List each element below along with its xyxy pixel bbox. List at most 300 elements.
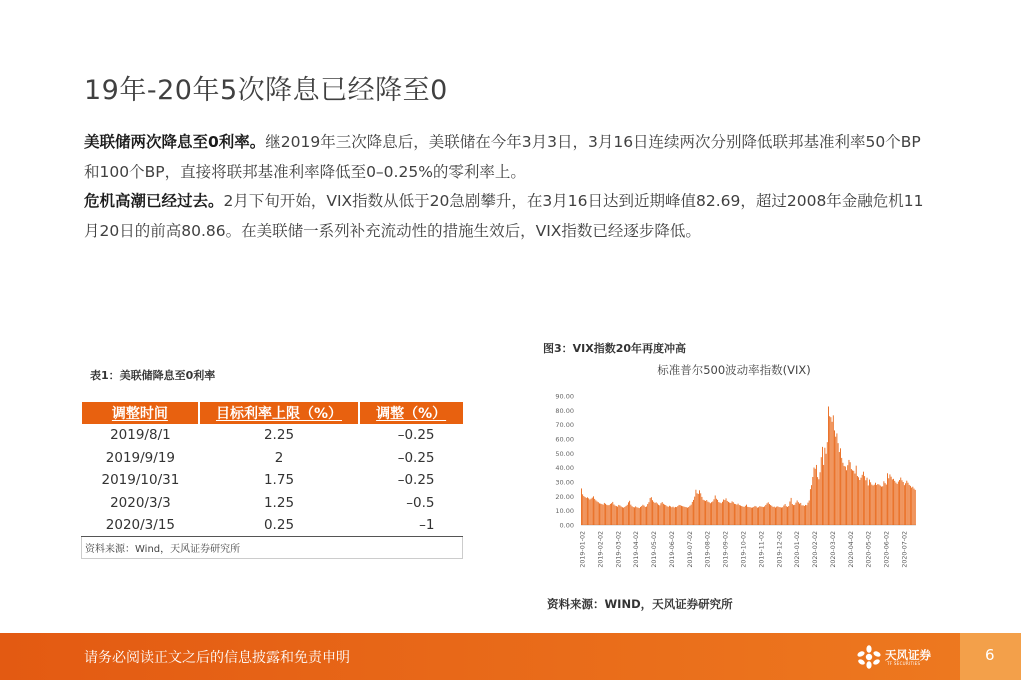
vix-bar: [648, 502, 649, 525]
vix-bar: [703, 500, 704, 525]
vix-bar: [823, 465, 824, 525]
vix-bar: [844, 466, 845, 525]
vix-bar: [610, 504, 611, 525]
vix-bar: [740, 506, 741, 525]
x-tick-label: 2020-07-02: [901, 531, 909, 568]
vix-chart-svg: [538, 356, 930, 584]
vix-bar: [611, 503, 612, 525]
vix-bar: [646, 507, 647, 525]
vix-bar: [881, 487, 882, 525]
vix-bar: [859, 480, 860, 525]
vix-bar: [633, 507, 634, 525]
vix-bar: [618, 505, 619, 525]
vix-bar: [797, 500, 798, 525]
vix-bar: [700, 493, 701, 525]
vix-bar: [662, 502, 663, 525]
vix-bar: [900, 478, 901, 525]
vix-bar: [824, 448, 825, 525]
vix-bar: [815, 469, 816, 525]
vix-bar: [709, 502, 710, 525]
vix-bar: [767, 503, 768, 525]
vix-bar: [635, 506, 636, 525]
vix-bar: [653, 502, 654, 525]
vix-bar: [595, 500, 596, 525]
vix-bar: [638, 508, 639, 525]
vix-bar: [865, 480, 866, 525]
vix-bar: [776, 507, 777, 525]
table-row: [82, 447, 463, 470]
y-tick-label: 30.00: [555, 478, 574, 487]
vix-bar: [897, 484, 898, 525]
vix-bar: [657, 504, 658, 526]
vix-bar: [705, 501, 706, 525]
vix-bar: [717, 500, 718, 525]
vix-bar: [832, 422, 833, 525]
vix-bar: [739, 505, 740, 525]
paragraph-heading: 美联储两次降息至0利率。: [84, 133, 266, 151]
paragraph-crisis: [84, 187, 924, 246]
vix-bar: [735, 504, 736, 525]
vix-bar: [588, 498, 589, 525]
vix-bar: [826, 454, 827, 525]
vix-bar: [817, 477, 818, 525]
x-tick-label: 2020-01-02: [794, 531, 802, 568]
cell-change: –1: [359, 514, 463, 537]
vix-bar: [651, 497, 652, 525]
vix-bar: [640, 507, 641, 525]
vix-bar: [593, 496, 594, 525]
vix-bar: [845, 467, 846, 525]
vix-bar: [885, 483, 886, 525]
vix-bar: [840, 448, 841, 525]
vix-bar: [612, 502, 613, 525]
table-row: [82, 492, 463, 515]
cell-change: –0.25: [397, 449, 435, 466]
x-tick-label: 2020-04-02: [847, 531, 855, 568]
header-target-rate: 目标利率上限（%）: [199, 402, 358, 424]
vix-bar: [620, 506, 621, 525]
vix-bar: [773, 507, 774, 525]
slide-title: 19年-20年5次降息已经降至0: [84, 75, 448, 106]
vix-bar: [749, 507, 750, 525]
vix-bar: [671, 507, 672, 525]
vix-bar: [757, 508, 758, 525]
vix-bar: [874, 485, 875, 525]
vix-bar: [710, 503, 711, 525]
cell-rate: 2: [274, 449, 284, 466]
vix-bar: [762, 507, 763, 525]
vix-bar: [679, 505, 680, 525]
x-tick-label: 2019-05-02: [651, 531, 659, 568]
vix-bar: [896, 483, 897, 525]
vix-bar: [597, 501, 598, 525]
company-logo: [856, 645, 946, 669]
vix-bar: [835, 437, 836, 525]
vix-bar: [836, 433, 837, 525]
y-tick-label: 50.00: [555, 449, 574, 458]
vix-bar: [876, 485, 877, 525]
vix-bar: [814, 468, 815, 525]
vix-bar: [863, 472, 864, 525]
vix-bar: [726, 498, 727, 525]
page-number: 6: [985, 646, 995, 664]
vix-bar: [733, 502, 734, 525]
vix-bar: [892, 479, 893, 525]
vix-bar: [608, 505, 609, 525]
cell-change: –0.25: [397, 472, 435, 489]
cell-rate: 2.25: [263, 427, 295, 444]
vix-bar: [661, 503, 662, 525]
vix-bar: [738, 504, 739, 525]
vix-bar: [861, 478, 862, 525]
vix-bar: [883, 481, 884, 525]
logo-subtitle: TF SECURITIES: [887, 661, 921, 666]
vix-bar: [770, 505, 771, 525]
vix-bar: [698, 494, 699, 525]
vix-bar: [780, 507, 781, 525]
vix-bar: [758, 507, 759, 525]
vix-bar: [746, 505, 747, 525]
vix-bar: [670, 506, 671, 525]
vix-bar: [818, 479, 819, 525]
vix-bar: [849, 460, 850, 525]
chart-title: 标准普尔500波动率指数(VIX): [657, 363, 811, 377]
vix-bar: [689, 506, 690, 525]
vix-bar: [891, 477, 892, 525]
vix-bar: [893, 479, 894, 525]
vix-bar: [821, 457, 822, 525]
vix-bar: [715, 495, 716, 525]
vix-bar: [695, 490, 696, 525]
vix-bar: [810, 489, 811, 525]
vix-bar: [850, 462, 851, 525]
vix-bar: [764, 506, 765, 525]
cell-date: 2019/9/19: [105, 449, 176, 466]
vix-bar: [789, 501, 790, 525]
vix-bar: [583, 496, 584, 525]
paragraph-rate-cut: [84, 128, 924, 187]
vix-bar: [732, 501, 733, 525]
vix-bar: [793, 505, 794, 525]
x-tick-label: 2019-10-02: [740, 531, 748, 568]
vix-bar: [888, 478, 889, 525]
y-tick-label: 10.00: [555, 507, 574, 516]
vix-bar: [751, 508, 752, 525]
vix-bar: [592, 498, 593, 525]
vix-bar: [812, 477, 813, 525]
vix-bar: [847, 465, 848, 525]
vix-bar: [658, 505, 659, 525]
vix-bar: [645, 507, 646, 525]
vix-bar: [723, 499, 724, 525]
vix-bar: [582, 494, 583, 525]
vix-bar: [800, 503, 801, 525]
vix-bar: [586, 498, 587, 525]
vix-bar: [846, 470, 847, 525]
vix-bar: [882, 486, 883, 525]
vix-bar: [675, 507, 676, 525]
vix-bar: [873, 485, 874, 525]
vix-bar: [886, 485, 887, 525]
vix-bar: [694, 497, 695, 525]
vix-bar: [669, 506, 670, 525]
y-tick-label: 60.00: [555, 435, 574, 444]
x-tick-label: 2019-06-02: [668, 531, 676, 568]
vix-bar: [910, 486, 911, 525]
vix-bar: [632, 506, 633, 525]
vix-bar: [673, 507, 674, 525]
paragraph-body: 2月下旬开始，VIX指数从低于20急剧攀升，在3月16日达到近期峰值82.69，超过2008年金融危机11月20日的前高80.86。在美联储一系列补充流动性的措施生效后，VIX指数已经逐步降低。: [84, 192, 924, 240]
vix-bar: [616, 506, 617, 525]
vix-bar: [706, 500, 707, 525]
vix-bar: [750, 507, 751, 525]
vix-bar: [604, 503, 605, 525]
vix-bar: [589, 499, 590, 525]
disclaimer-text: 请务必阅读正文之后的信息披露和免责申明: [84, 650, 350, 666]
x-axis: [580, 531, 909, 568]
vix-bar: [870, 482, 871, 525]
vix-bar: [729, 503, 730, 525]
vix-bar: [629, 501, 630, 525]
vix-bar: [862, 475, 863, 525]
x-tick-label: 2020-06-02: [883, 531, 891, 568]
vix-bar: [677, 506, 678, 525]
vix-bar: [752, 508, 753, 525]
vix-bar: [685, 507, 686, 525]
vix-bar: [798, 502, 799, 525]
body-text: [84, 128, 924, 246]
vix-bar: [634, 507, 635, 525]
vix-bar: [627, 505, 628, 525]
vix-bar: [829, 416, 830, 525]
vix-bar: [587, 497, 588, 525]
vix-bar: [792, 504, 793, 525]
x-tick-label: 2020-02-02: [812, 531, 820, 568]
logo-flower-icon: [856, 645, 882, 669]
vix-bar: [833, 415, 834, 525]
vix-bar: [609, 505, 610, 525]
vix-bar: [787, 507, 788, 525]
vix-bar: [785, 504, 786, 525]
vix-bar: [712, 501, 713, 525]
y-axis: [555, 393, 574, 530]
vix-bar: [759, 506, 760, 525]
vix-bar: [728, 502, 729, 525]
table-source: 资料来源：Wind，天风证券研究所: [82, 537, 463, 559]
table-source-row: [82, 537, 463, 559]
vix-bar: [650, 498, 651, 525]
x-tick-label: 2019-09-02: [722, 531, 730, 568]
vix-bar: [915, 490, 916, 525]
vix-bar: [856, 466, 857, 525]
vix-bar: [808, 503, 809, 525]
vix-bar: [734, 504, 735, 525]
vix-bar: [782, 507, 783, 525]
vix-bar: [834, 430, 835, 525]
rate-table: [81, 402, 463, 559]
vix-bar: [875, 483, 876, 525]
vix-bar: [714, 499, 715, 525]
figure-source: 资料来源：WIND，天风证券研究所: [547, 597, 733, 611]
vix-bar: [899, 480, 900, 525]
table-caption: 表1：美联储降息至0利率: [90, 369, 216, 382]
vix-bar: [736, 505, 737, 525]
vix-bar: [781, 508, 782, 525]
vix-bar: [799, 504, 800, 525]
vix-bar: [771, 506, 772, 525]
x-tick-label: 2020-05-02: [865, 531, 873, 568]
vix-bar: [601, 504, 602, 525]
vix-bar: [898, 482, 899, 525]
x-tick-label: 2019-12-02: [776, 531, 784, 568]
vix-bar: [908, 483, 909, 525]
vix-bar: [600, 504, 601, 525]
vix-bar: [599, 503, 600, 525]
vix-bar: [911, 488, 912, 525]
vix-bar: [665, 505, 666, 525]
footer: [0, 633, 1021, 680]
vix-bar: [809, 500, 810, 525]
vix-bar: [688, 507, 689, 525]
table-header-row: [82, 402, 463, 424]
vix-bar: [791, 498, 792, 525]
vix-bar: [763, 507, 764, 525]
vix-bar: [811, 485, 812, 525]
vix-bar: [802, 505, 803, 525]
vix-bar: [691, 505, 692, 525]
vix-bar: [667, 506, 668, 525]
vix-bar: [721, 503, 722, 525]
vix-bar: [605, 504, 606, 525]
vix-bar: [724, 500, 725, 525]
figure-caption: 图3：VIX指数20年再度冲高: [543, 342, 687, 355]
vix-bar: [641, 506, 642, 525]
vix-bar: [594, 499, 595, 525]
vix-bar: [905, 483, 906, 525]
vix-bar: [744, 507, 745, 525]
y-tick-label: 20.00: [555, 492, 574, 501]
vix-bar: [806, 505, 807, 525]
vix-bar: [730, 503, 731, 525]
cell-rate: 0.25: [199, 514, 358, 537]
vix-bar: [642, 505, 643, 525]
y-tick-label: 90.00: [555, 392, 574, 401]
x-tick-label: 2019-11-02: [758, 531, 766, 568]
vix-bar: [647, 504, 648, 525]
vix-bar: [783, 506, 784, 525]
vix-bar: [906, 481, 907, 525]
table-row: [82, 424, 463, 447]
vix-bar: [887, 473, 888, 525]
vix-bar: [630, 505, 631, 525]
vix-bar: [774, 507, 775, 525]
vix-bar: [786, 506, 787, 525]
vix-bar: [742, 507, 743, 525]
x-tick-label: 2019-02-02: [597, 531, 605, 568]
vix-bar: [805, 505, 806, 525]
vix-bar: [914, 489, 915, 525]
vix-bar: [585, 497, 586, 525]
vix-bar: [880, 486, 881, 525]
cell-change: –0.5: [406, 494, 435, 511]
vix-bar: [868, 485, 869, 525]
vix-bar: [755, 506, 756, 525]
vix-bar: [581, 488, 582, 525]
header-adjustment: 调整（%）: [359, 402, 463, 424]
vix-bar: [796, 503, 797, 525]
vix-bar: [718, 502, 719, 525]
cell-date: 2019/10/31: [101, 472, 180, 489]
vix-bar: [902, 480, 903, 525]
vix-bar: [676, 507, 677, 525]
x-tick-label: 2019-04-02: [633, 531, 641, 568]
vix-bar: [655, 503, 656, 525]
y-tick-label: 40.00: [555, 464, 574, 473]
vix-bar: [761, 507, 762, 525]
vix-bar: [711, 502, 712, 525]
vix-bar: [869, 480, 870, 525]
vix-bar: [687, 508, 688, 525]
vix-bar: [626, 506, 627, 525]
vix-bar: [889, 474, 890, 525]
vix-bar: [828, 406, 829, 525]
vix-bar: [788, 506, 789, 525]
vix-bar: [851, 469, 852, 525]
vix-bar: [822, 447, 823, 525]
cell-rate: 1.75: [263, 472, 295, 489]
vix-bar: [904, 485, 905, 525]
logo-name: 天风证券: [885, 648, 931, 662]
vix-bar: [794, 505, 795, 525]
vix-bar: [624, 507, 625, 525]
table-row: [82, 514, 463, 537]
vix-bar: [606, 505, 607, 525]
vix-bar: [855, 474, 856, 525]
vix-bar: [804, 506, 805, 525]
vix-bar: [614, 505, 615, 526]
vix-bar: [857, 476, 858, 525]
vix-bar: [681, 506, 682, 525]
cell-date: 2020/3/3: [110, 494, 171, 511]
x-tick-label: 2019-07-02: [686, 531, 694, 568]
vix-bar: [617, 507, 618, 525]
vix-bar: [867, 478, 868, 525]
vix-bar: [674, 508, 675, 525]
vix-bar: [702, 497, 703, 525]
vix-bar: [680, 505, 681, 525]
vix-bar: [894, 481, 895, 525]
vix-bar: [668, 507, 669, 525]
vix-bar: [741, 506, 742, 525]
vix-bar: [652, 500, 653, 525]
vix-bar: [708, 502, 709, 525]
x-tick-label: 2020-03-02: [829, 531, 837, 568]
vix-bar: [727, 501, 728, 525]
page-number-box: [960, 633, 1021, 680]
vix-bar: [636, 507, 637, 525]
vix-bar: [663, 504, 664, 525]
vix-bar: [615, 506, 616, 525]
vix-bar: [853, 471, 854, 525]
cell-date: 2019/8/1: [110, 427, 171, 444]
vix-bar: [803, 505, 804, 525]
vix-bar: [879, 485, 880, 525]
y-tick-label: 70.00: [555, 421, 574, 430]
vix-bar: [622, 507, 623, 525]
vix-bar: [871, 485, 872, 525]
vix-bar: [858, 477, 859, 525]
vix-bar: [912, 487, 913, 525]
